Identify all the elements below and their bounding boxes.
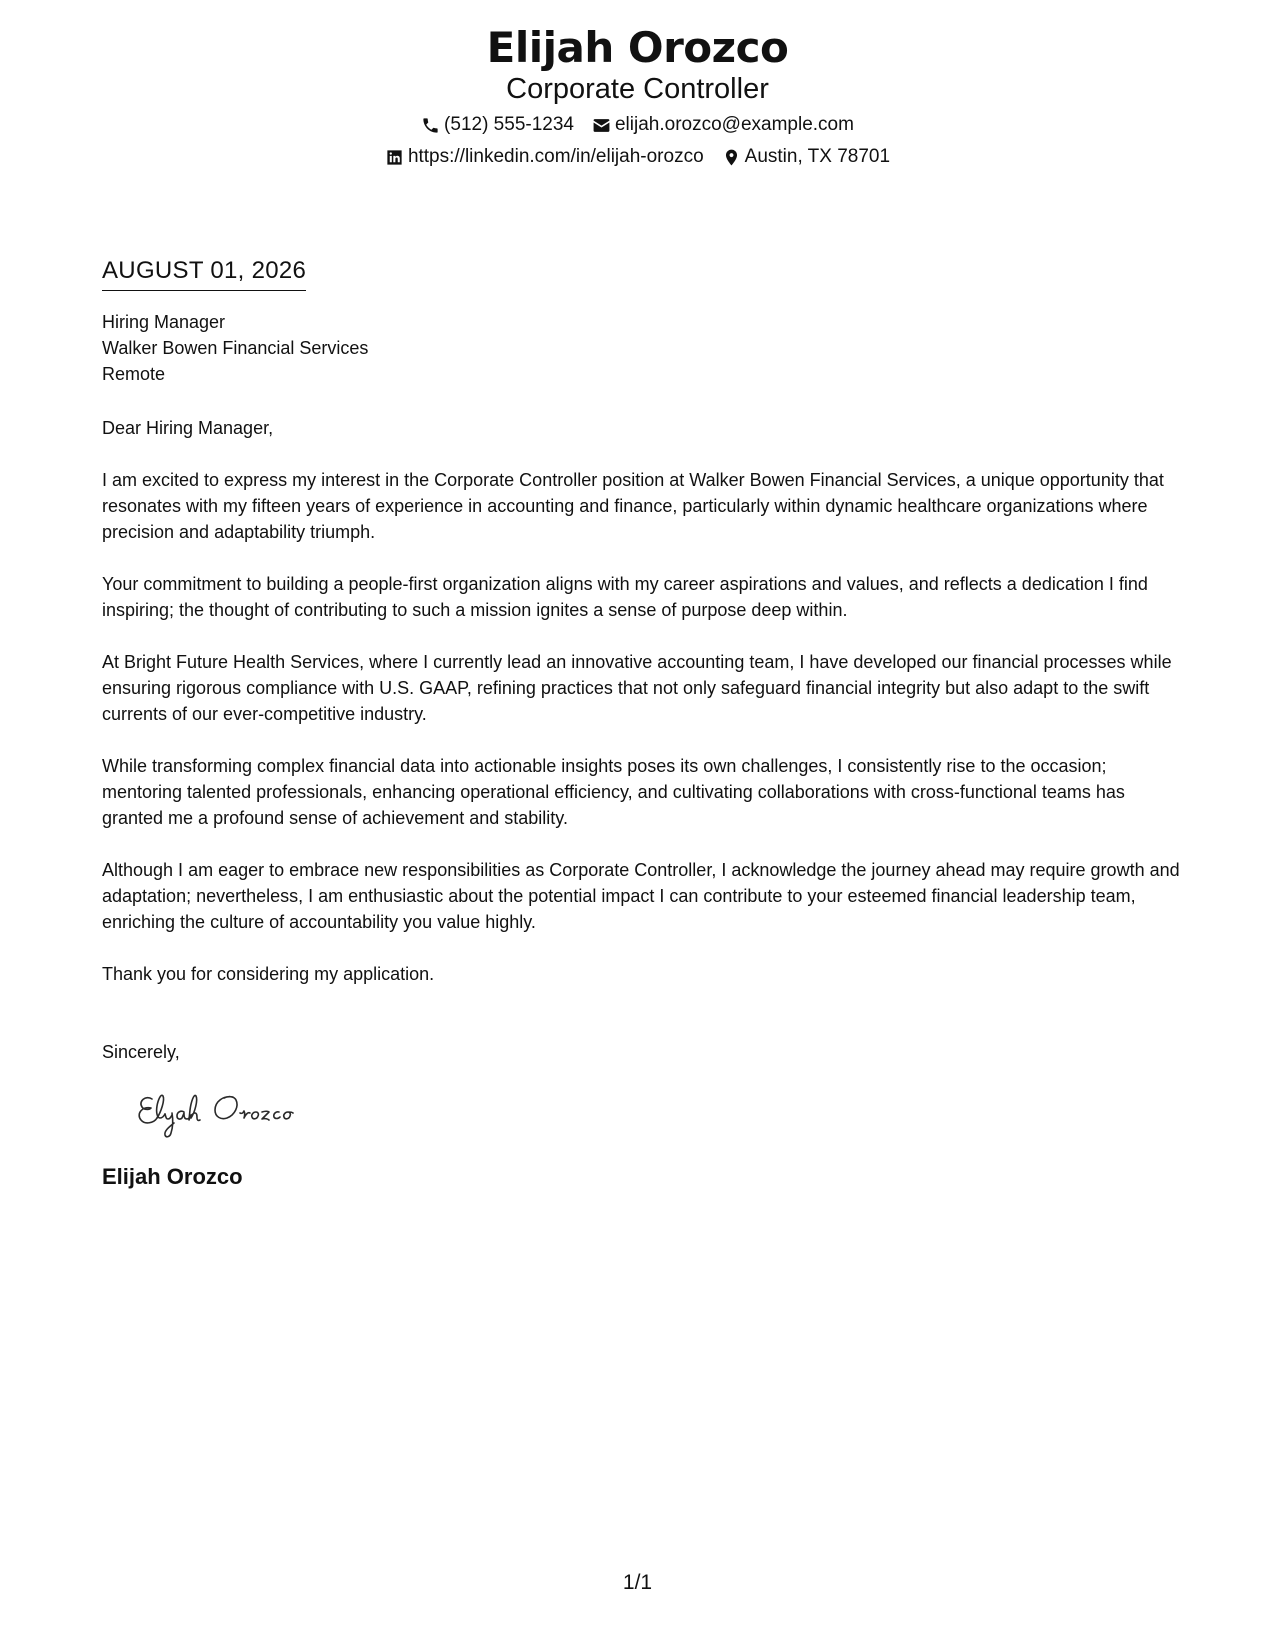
- map-pin-icon: [722, 148, 741, 167]
- letter-date: AUGUST 01, 2026: [102, 256, 306, 291]
- recipient-line: Remote: [102, 364, 166, 384]
- contact-email: [592, 112, 854, 138]
- closing: Sincerely,: [102, 1042, 180, 1062]
- body-paragraph: Although I am eager to embrace new responsibilities as Corporate Controller, I acknowledge the journey ahead may require growth and adaptation; nevertheless, I am enthusiastic about the potential impact I can contribute to your esteemed financial leadership team, enriching the culture of accountability you value highly.: [102, 860, 1180, 932]
- recipient-line: Hiring Manager: [102, 312, 226, 332]
- linkedin-icon: [385, 148, 404, 167]
- signer-name: Elijah Orozco: [102, 1164, 243, 1189]
- letter-header: [0, 22, 1275, 170]
- phone-icon: [421, 116, 440, 135]
- contact-phone: [421, 112, 574, 138]
- body-paragraph: Your commitment to building a people-first organization aligns with my career aspirations and values, and reflects a dedication I find inspiring; the thought of contributing to such a mission ignites a sense of purpose deep within.: [102, 574, 1148, 620]
- recipient-block: [102, 309, 1182, 387]
- page-number: 1/1: [622, 1571, 653, 1594]
- body-paragraph: I am excited to express my interest in the Corporate Controller position at Walker Bowen Financial Services, a unique opportunity that resonates with my fifteen years of experience in accounting and finance, particularly within dynamic healthcare organizations where precision and adaptability triumph.: [102, 470, 1164, 542]
- contact-line-2: [0, 144, 1275, 170]
- applicant-title: Corporate Controller: [506, 73, 769, 105]
- body-paragraph: Thank you for considering my application.: [102, 964, 435, 984]
- contact-location: [722, 144, 890, 170]
- linkedin-url: https://linkedin.com/in/elijah-orozco: [407, 146, 704, 167]
- recipient-line: Walker Bowen Financial Services: [102, 338, 369, 358]
- envelope-icon: [592, 116, 611, 135]
- body-paragraph: While transforming complex financial data into actionable insights poses its own challenges, I consistently rise to the occasion; mentoring talented professionals, enhancing operational efficiency, and cultivating collaborations with cross-functional teams has granted me a profound sense of achievement and stability.: [102, 756, 1125, 828]
- email-address: elijah.orozco@example.com: [614, 114, 854, 135]
- applicant-name: Elijah Orozco: [486, 23, 789, 72]
- letter-body: [102, 256, 1182, 1191]
- contact-line-1: [0, 112, 1275, 138]
- phone-number: (512) 555-1234: [444, 114, 574, 135]
- contact-linkedin: [385, 144, 704, 170]
- body-paragraph: At Bright Future Health Services, where I currently lead an innovative accounting team, I have developed our financial processes while ensuring rigorous compliance with U.S. GAAP, refining practices that not only safeguard financial integrity but also adapt to the swift currents of our ever-competitive industry.: [102, 652, 1172, 724]
- signature-image: [130, 1085, 340, 1143]
- salutation: Dear Hiring Manager,: [102, 418, 274, 438]
- location-text: Austin, TX 78701: [744, 146, 891, 167]
- handwritten-signature: [130, 1085, 1182, 1143]
